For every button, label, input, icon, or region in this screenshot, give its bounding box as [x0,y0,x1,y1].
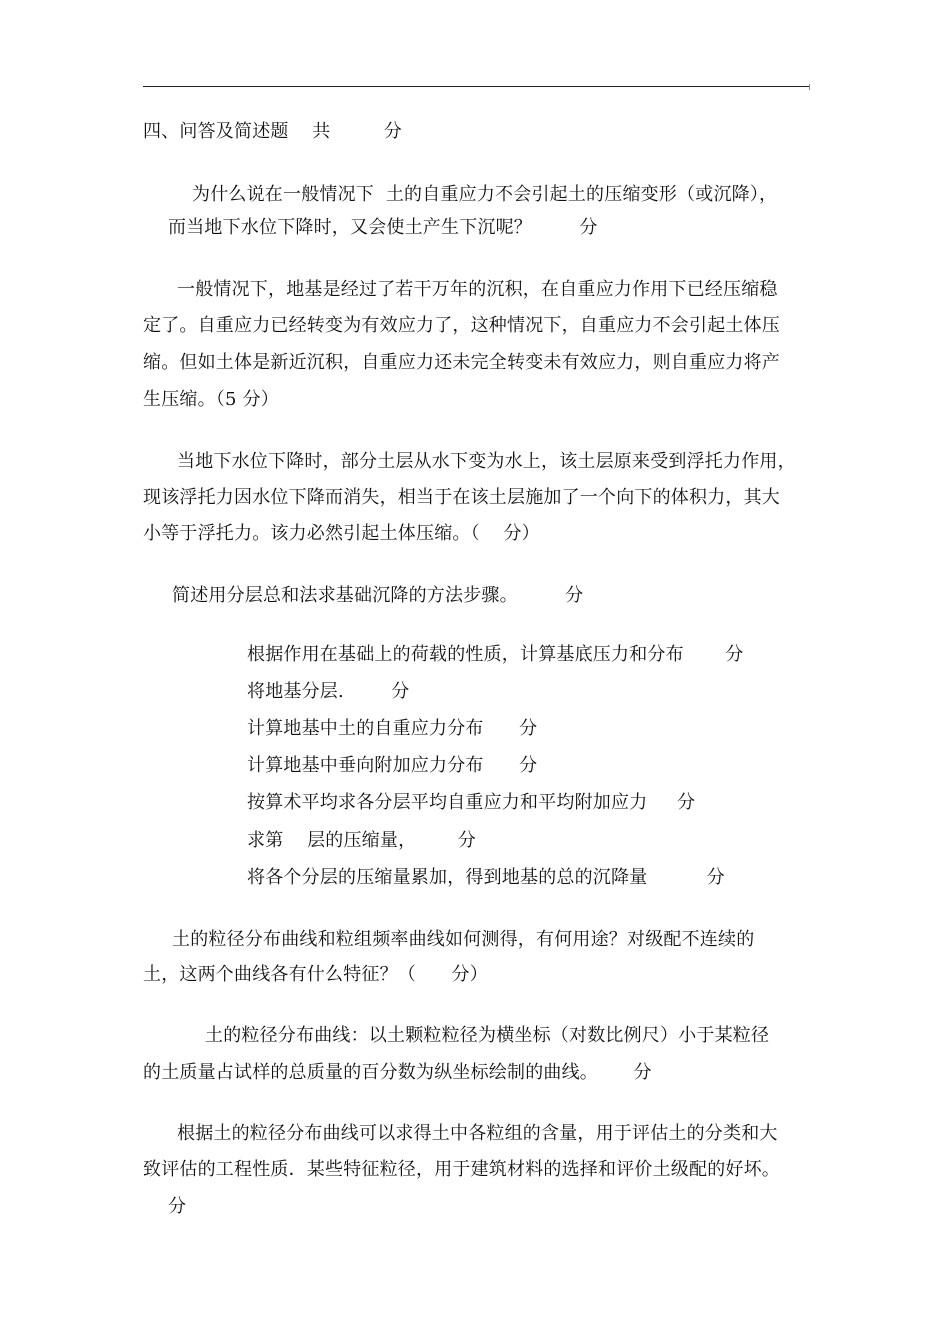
paragraph-line: 分 [168,1196,187,1217]
paragraph-line: 定了。自重应力已经转变为有效应力了，这种情况下，自重应力不会引起土体压 [143,315,780,336]
question-1-line-2: 而当地下水位下降时，又会使土产生下沉呢？ 分 [168,217,598,238]
question-3-line-2: 土，这两个曲线各有什么特征？（ 分） [143,964,488,985]
paragraph-line: 致评估的工程性质．某些特征粒径，用于建筑材料的选择和评价土级配的好坏。 [143,1159,780,1180]
paragraph-line: 当地下水位下降时，部分土层从水下变为水上，该土层原来受到浮托力作用， [177,451,796,472]
question-3-line-1: 土的粒径分布曲线和粒组频率曲线如何测得，有何用途？对级配不连续的 [172,929,755,950]
paragraph-line: 土的粒径分布曲线：以土颗粒粒径为横坐标（对数比例尺）小于某粒径 [205,1025,770,1046]
paragraph-line: 小等于浮托力。该力必然引起土体压缩。（ 分） [143,523,540,544]
paragraph-line: 一般情况下，地基是经过了若干万年的沉积，在自重应力作用下已经压缩稳 [177,279,778,300]
question-2: 简述用分层总和法求基础沉降的方法步骤。 分 [172,585,584,606]
header-rule [143,86,809,87]
step-item: 根据作用在基础上的荷载的性质，计算基底压力和分布 分 [247,644,744,665]
step-item: 将各个分层的压缩量累加，得到地基的总的沉降量 分 [247,867,725,888]
header-rule-tick [809,84,810,90]
paragraph-line: 根据土的粒径分布曲线可以求得土中各粒组的含量，用于评估土的分类和大 [177,1123,778,1144]
paragraph-line: 缩。但如土体是新近沉积，自重应力还未完全转变未有效应力，则自重应力将产 [143,352,780,373]
step-item: 计算地基中土的自重应力分布 分 [247,718,538,739]
section-title: 四、问答及简述题 共 分 [143,121,402,142]
paragraph-line: 的土质量占试样的总质量的百分数为纵坐标绘制的曲线。 分 [143,1062,652,1083]
step-item: 将地基分层. 分 [247,681,410,702]
step-item: 求第 层的压缩量， 分 [247,830,476,851]
paragraph-line: 生压缩。（5 分） [143,389,279,410]
step-item: 按算术平均求各分层平均自重应力和平均附加应力 分 [247,792,696,813]
question-1-line-1: 为什么说在一般情况下 土的自重应力不会引起土的压缩变形（或沉降）， [192,184,778,205]
paragraph-line: 现该浮托力因水位下降而消失，相当于在该土层施加了一个向下的体积力，其大 [143,487,780,508]
step-item: 计算地基中垂向附加应力分布 分 [247,755,538,776]
